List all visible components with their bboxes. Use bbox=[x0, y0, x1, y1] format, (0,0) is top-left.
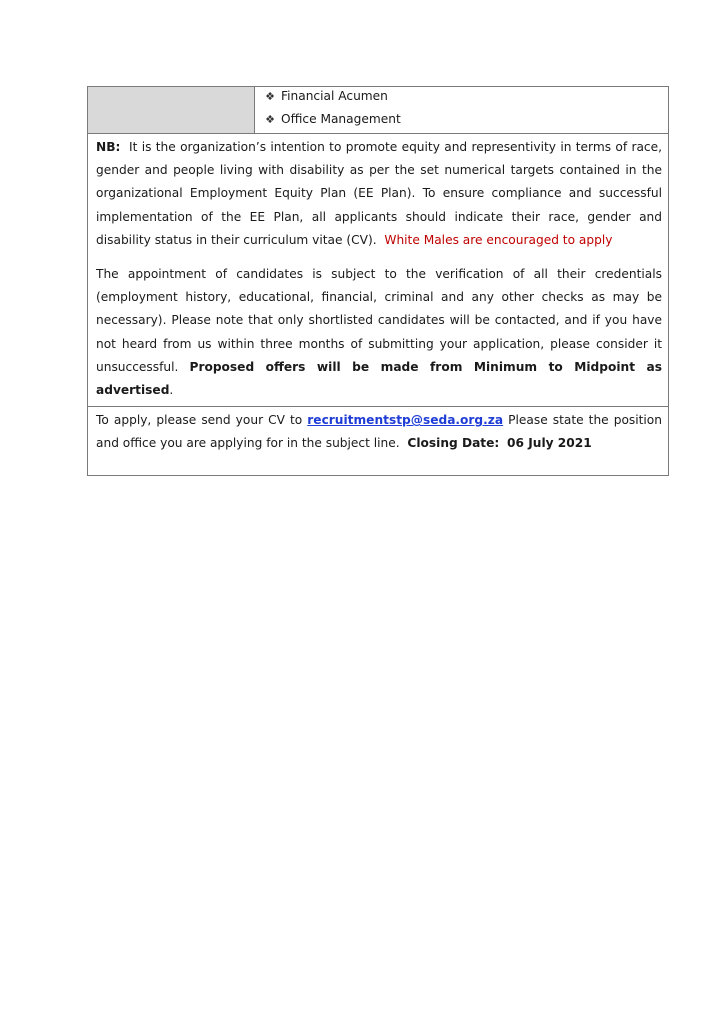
apply-prefix: To apply, please send your CV to bbox=[96, 413, 303, 428]
closing-date-label: Closing Date: bbox=[407, 436, 500, 451]
competency-label: Office Management bbox=[281, 112, 401, 126]
competencies-list bbox=[255, 87, 669, 134]
notes-cell bbox=[88, 134, 669, 407]
empty-label-cell bbox=[88, 87, 255, 134]
competencies-row bbox=[88, 87, 669, 134]
email-link[interactable]: recruitmentstp@seda.org.za bbox=[307, 413, 504, 428]
list-item bbox=[259, 110, 662, 133]
notes-row bbox=[88, 134, 669, 407]
nb-label: NB: bbox=[96, 140, 121, 154]
appointment-bold: Proposed offers will be made from Minimum to Midpoint as advertised bbox=[96, 359, 663, 398]
appointment-end: . bbox=[169, 383, 174, 398]
appointment-paragraph bbox=[96, 263, 662, 402]
apply-suffix: Please state the position and office you are applying for in the subject line. bbox=[96, 413, 662, 451]
nb-paragraph bbox=[96, 136, 662, 252]
closing-date: 06 July 2021 bbox=[507, 436, 592, 451]
apply-row bbox=[88, 407, 669, 476]
diamond-bullet-icon: ❖ bbox=[265, 113, 275, 126]
list-item bbox=[259, 87, 662, 110]
appointment-text: The appointment of candidates is subject to the verification of all their credentials (employment history, educational, financial, criminal and any other checks as may be necessary). Please note that only shortlisted candidates will be contacted, and if you have not heard from us within three months of submitting your application, please consider it unsuccessful. bbox=[96, 267, 662, 374]
apply-paragraph bbox=[96, 409, 662, 455]
nb-text: It is the organization’s intention to promote equity and representivity in terms of race, gender and people living with disability as per the set numerical targets contained in the organizational Employment Equity Plan (EE Plan). To ensure compliance and successful implementation of the EE Plan, all applicants should indicate their race, gender and disability status in their curriculum vitae (CV). bbox=[96, 140, 662, 247]
nb-highlight: White Males are encouraged to apply bbox=[384, 232, 613, 247]
requirements-table bbox=[87, 86, 669, 476]
competency-label: Financial Acumen bbox=[281, 89, 388, 103]
apply-cell bbox=[88, 407, 669, 476]
diamond-bullet-icon: ❖ bbox=[265, 90, 275, 103]
